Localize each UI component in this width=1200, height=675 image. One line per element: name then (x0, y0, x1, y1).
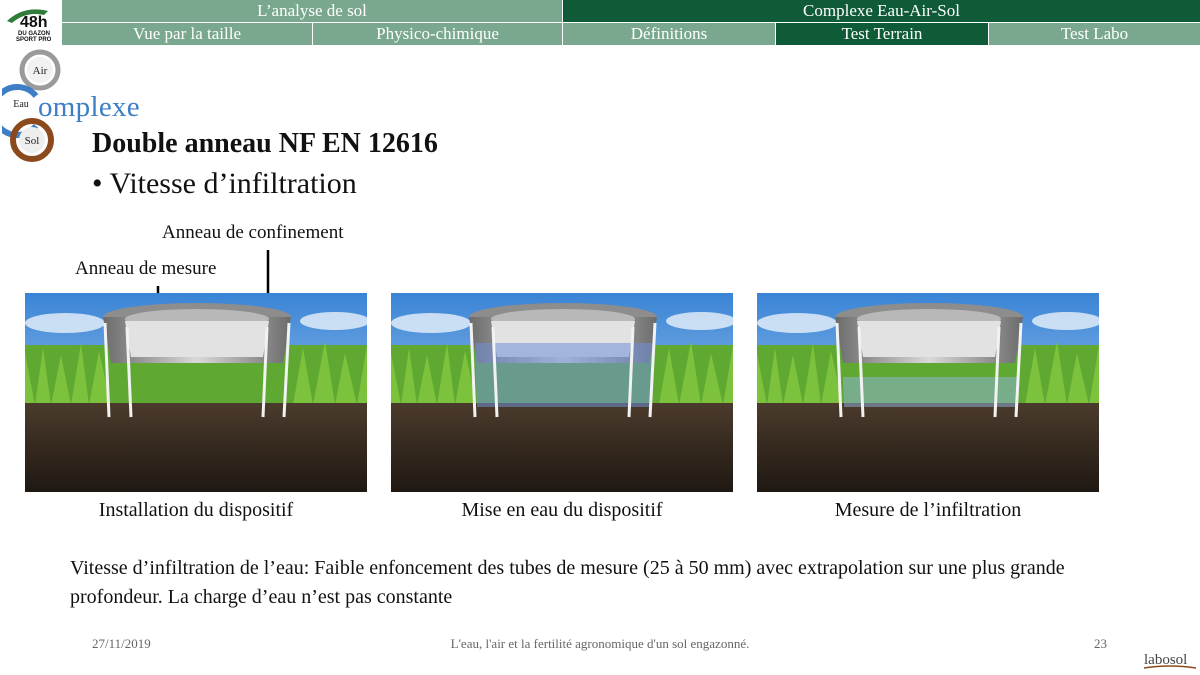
bullet-vitesse-infiltration: • Vitesse d’infiltration (92, 167, 357, 200)
caption-mesure: Mesure de l’infiltration (834, 499, 1022, 521)
label-anneau-de-mesure: Anneau de mesure (75, 258, 217, 279)
caption-installation: Installation du dispositif (98, 499, 294, 521)
tab-vue-par-la-taille[interactable]: Vue par la taille (62, 23, 312, 45)
svg-text:labosol: labosol (1144, 652, 1188, 668)
logo-48h-icon (4, 3, 60, 43)
nav-complexe-eau-air-sol[interactable]: Complexe Eau-Air-Sol (562, 0, 1200, 22)
photo-mise-en-eau (391, 293, 733, 492)
svg-text:Sol: Sol (24, 135, 40, 147)
tab-definitions[interactable]: Définitions (562, 23, 775, 45)
footer-center: L'eau, l'air et la fertilité agronomique d'un sol engazonné. (450, 636, 750, 651)
body-text: Vitesse d’infiltration de l’eau: Faible enfoncement des tubes de mesure (25 à 50 mm) avec extrapolation sur une plus grande profondeur. La charge d’eau n’est pas constante (70, 557, 1065, 608)
page-number: 23 (1094, 636, 1107, 651)
labosol-logo-icon (1142, 646, 1198, 674)
caption-mise-en-eau: Mise en eau du dispositif (461, 499, 663, 521)
svg-text:SPORT PRO: SPORT PRO (16, 37, 52, 43)
tab-test-labo[interactable]: Test Labo (988, 23, 1200, 45)
slide-title: Double anneau NF EN 12616 (92, 128, 438, 159)
photo-mesure-infiltration (757, 293, 1099, 492)
tab-physico-chimique[interactable]: Physico-chimique (312, 23, 562, 45)
complexe-title: omplexe (38, 91, 140, 123)
svg-text:48h: 48h (20, 14, 48, 31)
svg-text:Air: Air (32, 65, 48, 77)
svg-text:Eau: Eau (13, 99, 29, 110)
tab-test-terrain[interactable]: Test Terrain (775, 23, 988, 45)
footer-date: 27/11/2019 (92, 636, 151, 651)
photo-installation-dispositif (25, 293, 367, 492)
svg-text:DU GAZON: DU GAZON (18, 31, 50, 37)
label-anneau-de-confinement: Anneau de confinement (162, 222, 344, 243)
nav-analyse-de-sol[interactable]: L’analyse de sol (62, 0, 562, 22)
